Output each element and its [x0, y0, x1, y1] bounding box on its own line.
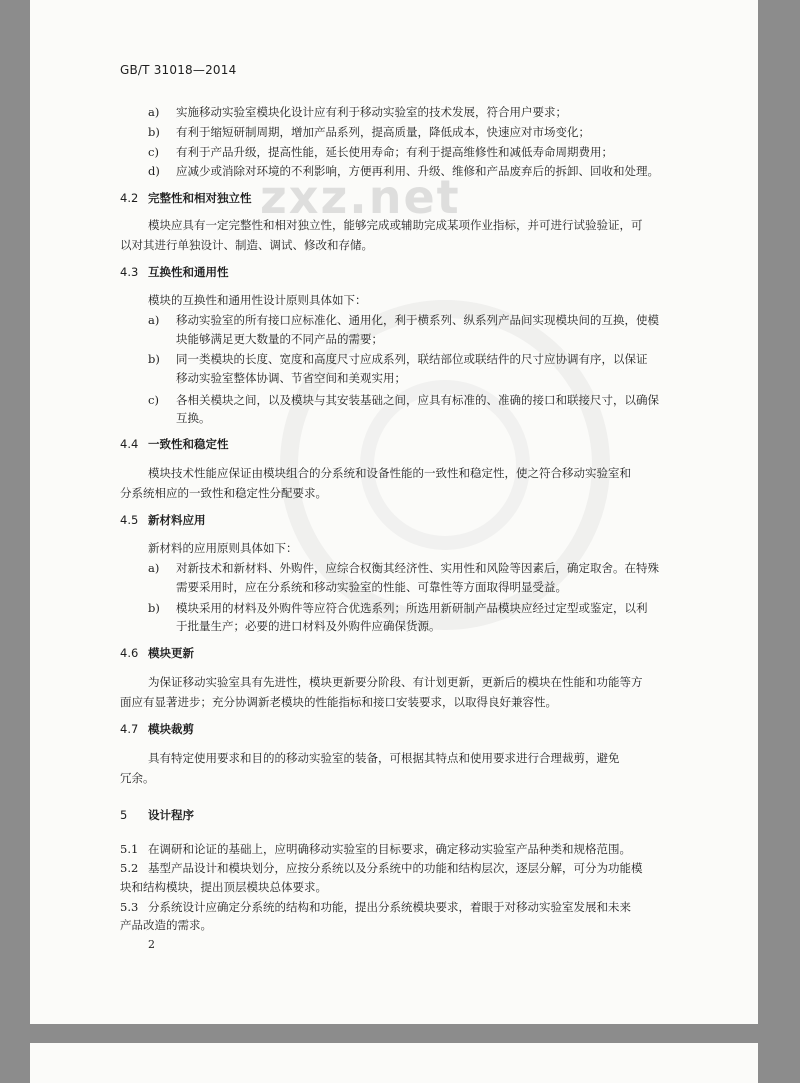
- paragraph-line: 模块的互换性和通用性设计原则具体如下：: [148, 293, 367, 307]
- clause-continuation: 产品改造的需求。: [120, 918, 212, 932]
- section-heading: 5 设计程序: [120, 808, 194, 822]
- section-heading: 4.3 互换性和通用性: [120, 265, 229, 279]
- list-item: c) 有利于产品升级，提高性能，延长使用寿命；有利于提高维修性和减低寿命周期费用；: [148, 145, 613, 159]
- list-item: d) 应减少或消除对环境的不利影响，方便再利用、升级、维修和产品废弃后的拆卸、回收和处理。: [148, 164, 659, 178]
- list-item: b) 有利于缩短研制周期，增加产品系列，提高质量，降低成本，快速应对市场变化；: [148, 125, 590, 139]
- list-item-continuation: 移动实验室整体协调、节省空间和美观实用；: [176, 371, 406, 385]
- paragraph-line: 模块应具有一定完整性和相对独立性，能够完成或辅助完成某项作业指标，并可进行试验验证，可: [148, 218, 643, 232]
- page-number: 2: [148, 938, 155, 951]
- page-content: [30, 0, 758, 1024]
- list-item-continuation: 互换。: [176, 411, 211, 425]
- clause: 5.1 在调研和论证的基础上，应明确移动实验室的目标要求，确定移动实验室产品种类和规格范围。: [120, 842, 631, 856]
- list-item: b) 同一类模块的长度、宽度和高度尺寸应成系列，联结部位或联结件的尺寸应协调有序，以保证: [148, 352, 648, 366]
- paragraph-line: 新材料的应用原则具体如下：: [148, 541, 298, 555]
- standard-number-header: GB/T 31018—2014: [120, 63, 237, 77]
- section-heading: 4.7 模块裁剪: [120, 722, 194, 736]
- list-item-continuation: 块能够满足更大数量的不同产品的需要；: [176, 332, 383, 346]
- clause: 5.3 分系统设计应确定分系统的结构和功能，提出分系统模块要求，着眼于对移动实验室发展和未来: [120, 900, 631, 914]
- list-item-continuation: 需要采用时，应在分系统和移动实验室的性能、可靠性等方面取得明显受益。: [176, 580, 567, 594]
- next-page: [30, 1043, 758, 1083]
- paragraph-line: 面应有显著进步；充分协调新老模块的性能指标和接口安装要求，以取得良好兼容性。: [120, 695, 557, 709]
- section-heading: 4.5 新材料应用: [120, 513, 206, 527]
- paragraph-line: 分系统相应的一致性和稳定性分配要求。: [120, 486, 327, 500]
- clause: 5.2 基型产品设计和模块划分，应按分系统以及分系统中的功能和结构层次，逐层分解，可分为功能模: [120, 861, 643, 875]
- paragraph-line: 以对其进行单独设计、制造、调试、修改和存储。: [120, 238, 373, 252]
- section-heading: 4.2 完整性和相对独立性: [120, 191, 252, 205]
- list-item: a) 对新技术和新材料、外购件，应综合权衡其经济性、实用性和风险等因素后，确定取舍。在特殊: [148, 561, 659, 575]
- paragraph-line: 为保证移动实验室具有先进性，模块更新要分阶段、有计划更新，更新后的模块在性能和功能等方: [148, 675, 643, 689]
- paragraph-line: 冗余。: [120, 771, 155, 785]
- document-page: [30, 0, 758, 1024]
- paragraph-line: 模块技术性能应保证由模块组合的分系统和设备性能的一致性和稳定性，使之符合移动实验室和: [148, 466, 631, 480]
- list-item: a) 实施移动实验室模块化设计应有利于移动实验室的技术发展，符合用户要求；: [148, 105, 567, 119]
- list-item-continuation: 于批量生产；必要的进口材料及外购件应确保货源。: [176, 619, 441, 633]
- paragraph-line: 具有特定使用要求和目的的移动实验室的装备，可根据其特点和使用要求进行合理裁剪，避免: [148, 751, 620, 765]
- list-item: b) 模块采用的材料及外购件等应符合优选系列；所选用新研制产品模块应经过定型或鉴定，以利: [148, 601, 648, 615]
- section-heading: 4.6 模块更新: [120, 646, 194, 660]
- watermark: zxz.net: [260, 170, 461, 224]
- list-item: c) 各相关模块之间，以及模块与其安装基础之间，应具有标准的、准确的接口和联接尺寸，以确保: [148, 393, 659, 407]
- clause-continuation: 块和结构模块，提出顶层模块总体要求。: [120, 880, 327, 894]
- section-heading: 4.4 一致性和稳定性: [120, 437, 229, 451]
- list-item: a) 移动实验室的所有接口应标准化、通用化，利于横系列、纵系列产品间实现模块间的互换，使模: [148, 313, 659, 327]
